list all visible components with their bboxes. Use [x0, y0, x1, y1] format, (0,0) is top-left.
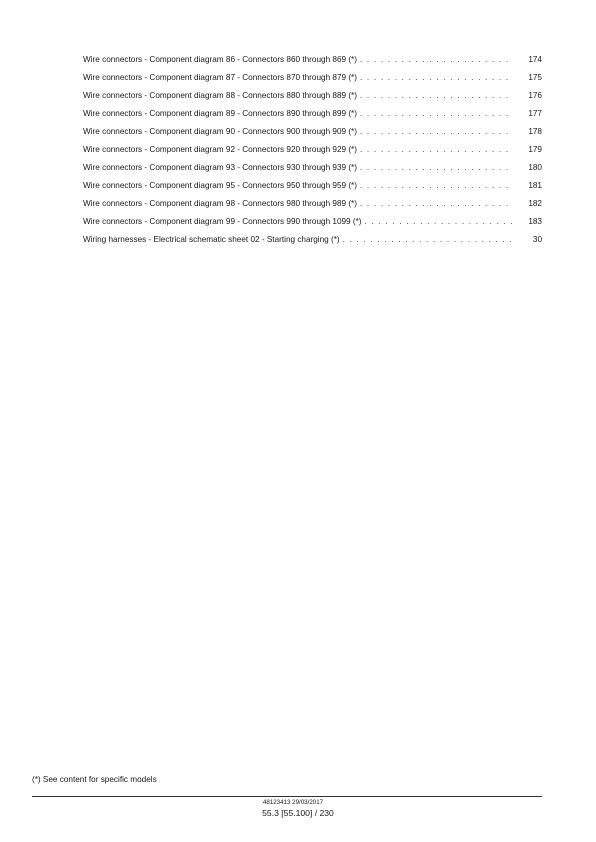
toc-entry[interactable]	[83, 177, 542, 195]
toc-entry-title: Wire connectors - Component diagram 92 - Connectors 920 through 929 (*)	[83, 145, 357, 154]
toc-entry-page: 30	[532, 235, 542, 244]
toc-dot-leader	[357, 105, 512, 123]
toc-entry-title: Wire connectors - Component diagram 99 - Connectors 990 through 1099 (*)	[83, 217, 362, 226]
toc-dot-leader	[357, 87, 512, 105]
toc-entry[interactable]	[83, 213, 542, 231]
toc-entry[interactable]	[83, 195, 542, 213]
toc-entry-page: 183	[528, 217, 542, 226]
toc-entry[interactable]	[83, 231, 542, 249]
toc-entry-page: 177	[528, 109, 542, 118]
toc-dot-leader	[357, 69, 512, 87]
toc-dot-leader	[357, 195, 512, 213]
footer-divider	[32, 796, 542, 797]
toc-entry-page: 182	[528, 199, 542, 208]
toc-entry-title: Wire connectors - Component diagram 98 - Connectors 980 through 989 (*)	[83, 199, 357, 208]
toc-entry-page: 181	[528, 181, 542, 190]
toc-entry-page: 174	[528, 55, 542, 64]
toc-entry-title: Wire connectors - Component diagram 87 - Connectors 870 through 879 (*)	[83, 73, 357, 82]
toc-entry-title: Wire connectors - Component diagram 89 - Connectors 890 through 899 (*)	[83, 109, 357, 118]
toc-entry-title: Wire connectors - Component diagram 95 - Connectors 950 through 959 (*)	[83, 181, 357, 190]
toc-entry[interactable]	[83, 87, 542, 105]
footer-page-reference: 55.3 [55.100] / 230	[262, 808, 334, 818]
toc-entry[interactable]	[83, 105, 542, 123]
toc-entry-title: Wiring harnesses - Electrical schematic sheet 02 - Starting charging (*)	[83, 235, 340, 244]
toc-dot-leader	[357, 141, 512, 159]
toc-dot-leader	[357, 51, 512, 69]
toc-entry-title: Wire connectors - Component diagram 88 - Connectors 880 through 889 (*)	[83, 91, 357, 100]
toc-dot-leader	[362, 213, 512, 231]
toc-dot-leader	[357, 177, 512, 195]
toc-entry[interactable]	[83, 123, 542, 141]
toc-entry[interactable]	[83, 51, 542, 69]
footer-document-id: 48123413 29/03/2017	[262, 799, 324, 806]
toc-entry-page: 180	[528, 163, 542, 172]
toc-entry-page: 178	[528, 127, 542, 136]
toc-dot-leader	[357, 123, 512, 141]
toc-entry-title: Wire connectors - Component diagram 90 - Connectors 900 through 909 (*)	[83, 127, 357, 136]
toc-entry-page: 176	[528, 91, 542, 100]
toc-entry-title: Wire connectors - Component diagram 86 - Connectors 860 through 869 (*)	[83, 55, 357, 64]
table-of-contents	[83, 51, 542, 249]
toc-dot-leader	[357, 159, 512, 177]
footnote: (*) See content for specific models	[32, 775, 157, 784]
toc-entry-title: Wire connectors - Component diagram 93 - Connectors 930 through 939 (*)	[83, 163, 357, 172]
toc-entry-page: 175	[528, 73, 542, 82]
toc-dot-leader	[340, 231, 512, 249]
toc-entry[interactable]	[83, 159, 542, 177]
toc-entry-page: 179	[528, 145, 542, 154]
toc-entry[interactable]	[83, 69, 542, 87]
toc-entry[interactable]	[83, 141, 542, 159]
